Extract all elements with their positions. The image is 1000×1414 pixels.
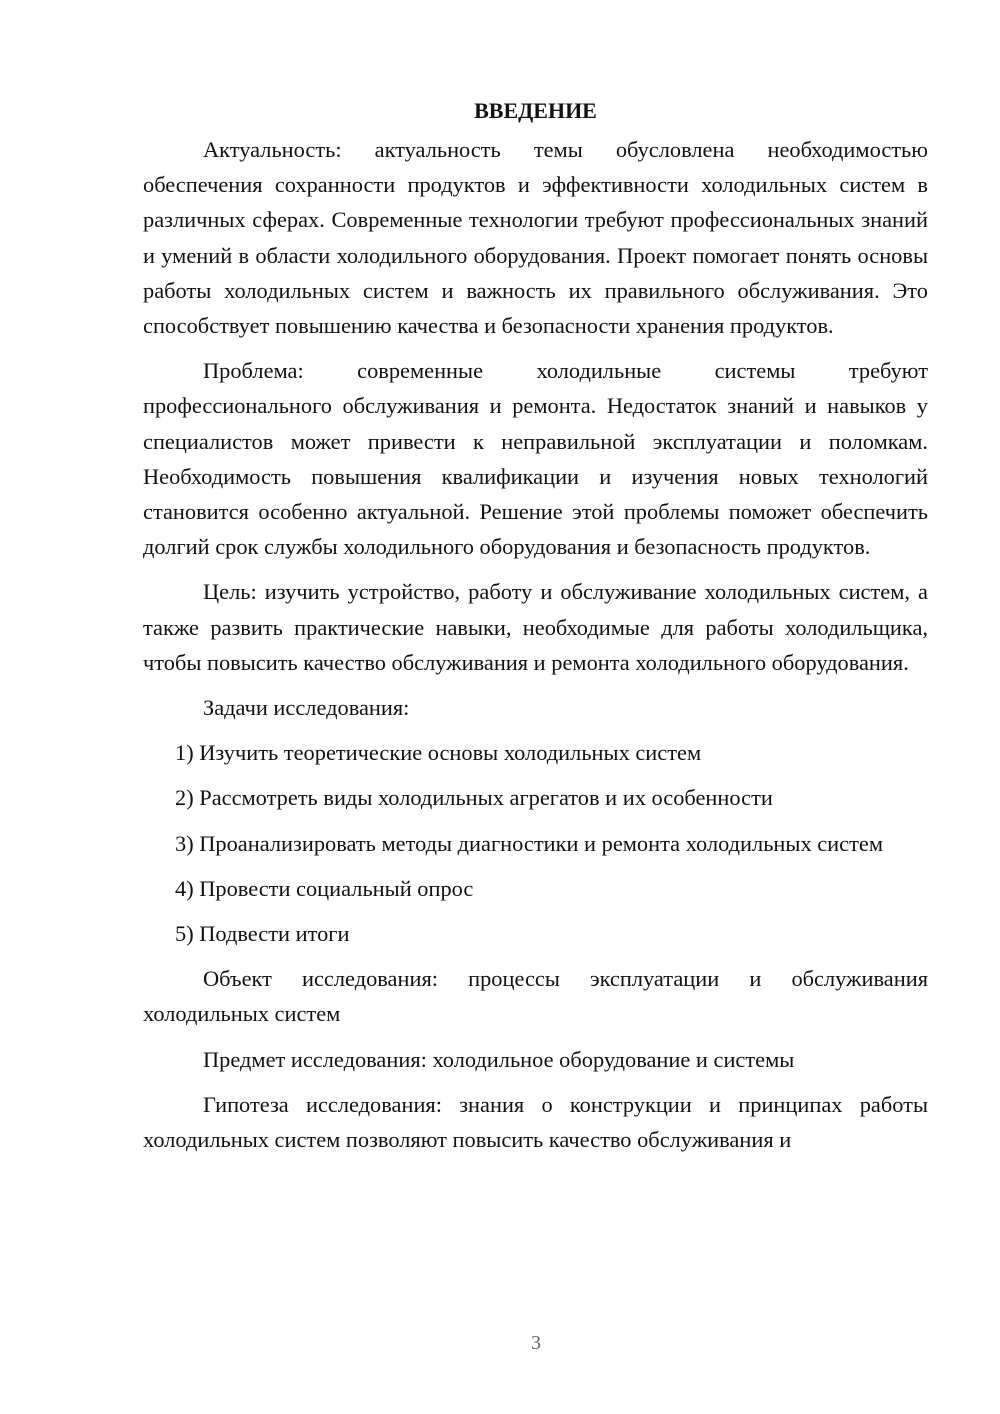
task-item-1: 1) Изучить теоретические основы холодильных систем — [175, 740, 702, 766]
task-item-2: 2) Рассмотреть виды холодильных агрегатов и их особенности — [175, 785, 773, 811]
paragraph-object: Объект исследования: процессы эксплуатации и обслуживания холодильных систем — [143, 966, 928, 1027]
tasks-heading: Задачи исследования: — [203, 695, 410, 721]
page-number: 3 — [531, 1332, 541, 1354]
paragraph-goal: Цель: изучить устройство, работу и обслуживание холодильных систем, а также развить практические навыки, необходимые для работы холодильщика, чтобы повысить качество обслуживания и ремонта холодильного оборудования. — [143, 579, 928, 675]
paragraph-relevance: Актуальность: актуальность темы обусловлена необходимостью обеспечения сохранности продуктов и эффективности холодильных систем в различных сферах. Современные технологии требуют профессиональных знаний и умений в области холодильного оборудования. Проект помогает понять основы работы холодильных систем и важность их правильного обслуживания. Это способствует повышению качества и безопасности хранения продуктов. — [143, 137, 928, 339]
task-item-5: 5) Подвести итоги — [175, 921, 350, 947]
task-item-3: 3) Проанализировать методы диагностики и ремонта холодильных систем — [175, 830, 883, 856]
task-item-4: 4) Провести социальный опрос — [175, 875, 474, 901]
section-title: ВВЕДЕНИЕ — [474, 98, 597, 123]
page-content — [143, 93, 928, 1167]
paragraph-subject: Предмет исследования: холодильное оборудование и системы — [203, 1046, 795, 1072]
paragraph-hypothesis: Гипотеза исследования: знания о конструкции и принципах работы холодильных систем позволяют повысить качество обслуживания и — [143, 1091, 928, 1153]
paragraph-problem: Проблема: современные холодильные системы требуют профессионального обслуживания и ремонта. Недостаток знаний и навыков у специалистов может привести к неправильной эксплуатации и поломкам. Необходимость повышения квалификации и изучения новых технологий становится особенно актуальной. Решение этой проблемы поможет обеспечить долгий срок службы холодильного оборудования и безопасность продуктов. — [143, 358, 928, 560]
